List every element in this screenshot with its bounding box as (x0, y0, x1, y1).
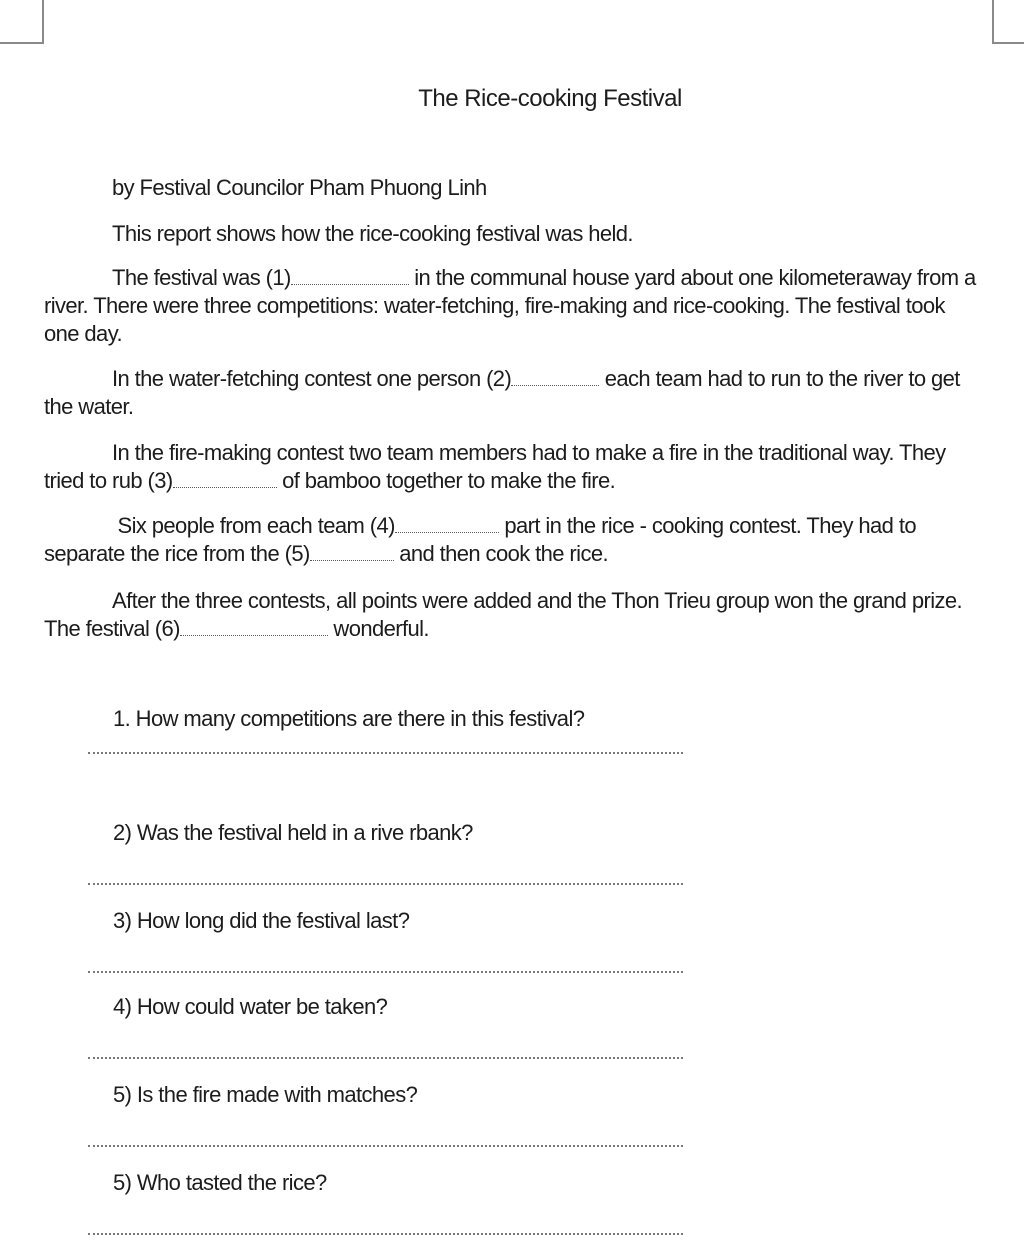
blank-1[interactable] (291, 266, 409, 285)
question-1: 1. How many competitions are there in this festival? (113, 706, 585, 731)
paragraph-2 (44, 365, 984, 421)
paragraph-3 (44, 439, 984, 495)
page-corner-mark-right (992, 0, 1024, 44)
paragraph-4-start: Six people from each team (4) (112, 513, 395, 538)
byline: by Festival Councilor Pham Phuong Linh (112, 175, 487, 200)
paragraph-4-end: and then cook the rice. (393, 541, 608, 566)
paragraph-2-start: In the water-fetching contest one person (2) (112, 366, 512, 391)
question-2: 2) Was the festival held in a rive rbank? (113, 820, 473, 845)
question-5: 5) Is the fire made with matches? (113, 1082, 418, 1107)
paragraph-1-end: in the communal house yard about one kilometeraway from a river. There were three competitions: water-fetching, fire-making and rice-cooking. The festival took one day. (44, 265, 976, 346)
paragraph-5 (44, 587, 984, 643)
paragraph-4 (44, 512, 984, 568)
blank-5[interactable] (310, 542, 394, 561)
intro: This report shows how the rice-cooking festival was held. (112, 221, 633, 246)
answer-line-6[interactable] (88, 1233, 683, 1235)
blank-3[interactable] (173, 469, 277, 488)
blank-4[interactable] (395, 514, 499, 533)
paragraph-3-end: of bamboo together to make the fire. (276, 468, 616, 493)
paragraph-5-start: After the three contests, all points were added and the Thon Trieu group won the grand prize. The festival (6) (44, 588, 963, 641)
document-title: The Rice-cooking Festival (418, 85, 682, 112)
paragraph-1 (44, 264, 984, 348)
paragraph-1-start: The festival was (1) (112, 265, 291, 290)
answer-line-5[interactable] (88, 1145, 683, 1147)
question-3: 3) How long did the festival last? (113, 908, 410, 933)
blank-2[interactable] (511, 367, 599, 386)
paragraph-2-end: each team had to run to the river to get the water. (44, 366, 960, 419)
question-6: 5) Who tasted the rice? (113, 1170, 327, 1195)
paragraph-3-start: In the fire-making contest two team members had to make a fire in the traditional way. They tried to rub (3) (44, 440, 946, 493)
question-4: 4) How could water be taken? (113, 994, 388, 1019)
intro-line (44, 220, 984, 248)
answer-line-3[interactable] (88, 971, 683, 973)
byline-line (44, 174, 984, 202)
page-corner-mark-left (0, 0, 44, 44)
paragraph-4-middle: part in the rice - cooking contest. They had to separate the rice from the (5) (44, 513, 916, 566)
blank-6[interactable] (180, 617, 328, 636)
paragraph-5-end: wonderful. (327, 616, 429, 641)
answer-line-2[interactable] (88, 883, 683, 885)
answer-line-4[interactable] (88, 1057, 683, 1059)
answer-line-1[interactable] (88, 752, 683, 754)
